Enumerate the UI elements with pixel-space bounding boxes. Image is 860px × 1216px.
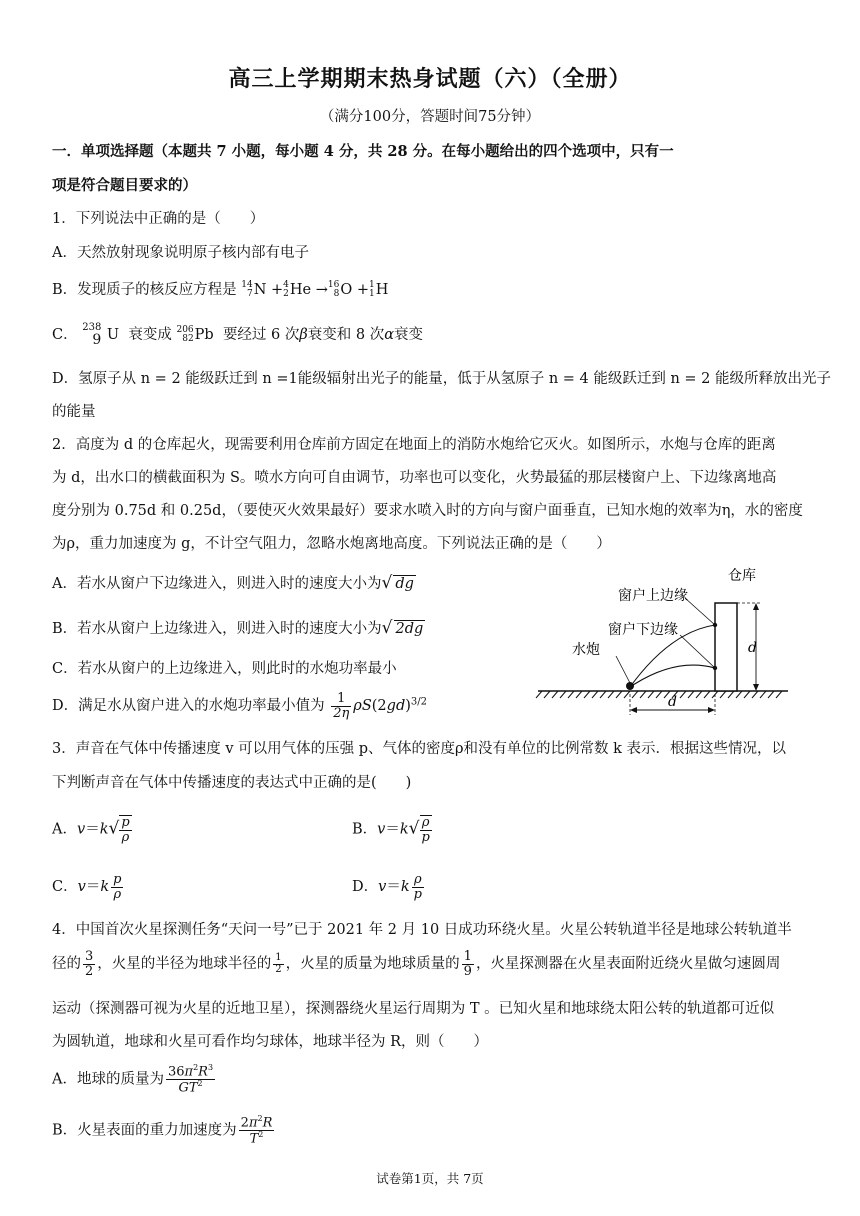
q4-stem-2: 径的 $\frac{3}{2}$ ，火星的半径为地球半径的 $\frac{1}{2}$ ，火星的质量为地球质量的 $\frac{1}{9}$ ，火星探测器在火星表面附近绕火星做匀速圆周 — [52, 949, 781, 979]
label-lower-edge: 窗户下边缘 — [608, 622, 678, 638]
q1-option-d-cont: 的能量 — [52, 404, 96, 420]
q3-c-label: C． — [52, 879, 78, 896]
q1-option-a: A．天然放射现象说明原子核内部有电子 — [52, 245, 309, 261]
q4-stem-4: 为圆轨道，地球和火星可看作均匀球体，地球半径为 R，则（ ） — [52, 1034, 489, 1050]
label-warehouse: 仓库 — [728, 568, 756, 584]
q4-a-text: A．地球的质量为 — [52, 1071, 164, 1088]
q4-stem-3: 运动（探测器可视为火星的近地卫星），探测器绕火星运行周期为 T 。已知火星和地球绕太阳公转的轨道都可近似 — [52, 1001, 775, 1017]
q2-d-text: D．满足水从窗户进入的水炮功率最小值为 — [52, 698, 325, 715]
alpha-symbol: α — [384, 327, 395, 343]
q1-c-label: C． — [52, 327, 78, 343]
page-footer: 试卷第1页，共 7页 — [376, 1171, 484, 1186]
q2-a-text: A．若水从窗户下边缘进入，则进入时的速度大小为 — [52, 576, 382, 592]
q2-option-b: B．若水从窗户上边缘进入，则进入时的速度大小为√ 2dg — [52, 618, 424, 638]
q1-b-equation: 14 7 N + 4 2 He → 16 8 O + 1 1 H — [241, 280, 389, 299]
q1-c-post2: 衰变和 8 次 — [307, 327, 385, 343]
q3-option-b: B．v＝k√ $\frac{\rho}{p}$ — [352, 815, 430, 845]
q1-c-post3: 衰变 — [394, 327, 424, 343]
q1-stem: 1．下列说法中正确的是（ ） — [52, 211, 265, 227]
q2-option-a: A．若水从窗户下边缘进入，则进入时的速度大小为√ dg — [52, 573, 414, 593]
q4-option-a: A．地球的质量为 $\frac{36\pi^2R^3}{GT^2}$ — [52, 1063, 214, 1096]
q1-c-post: 要经过 6 次 — [222, 327, 300, 343]
q4-b-text: B．火星表面的重力加速度为 — [52, 1122, 237, 1139]
q3-stem-2: 下判断声音在气体中传播速度的表达式中正确的是( ) — [52, 775, 412, 791]
page-subtitle: （满分100分，答题时间75分钟） — [319, 109, 541, 125]
q1-option-c: C． 238 9 U 衰变成 206 82 Pb 要经过 6 次β衰变和 8 次α衰变 — [52, 322, 424, 348]
q2-b-value: 2dg — [395, 621, 424, 637]
q3-stem-1: 3．声音在气体中传播速度 v 可以用气体的压强 p、气体的密度ρ和没有单位的比例常数 k 表示．根据这些情况，以 — [52, 741, 787, 757]
beta-symbol: β — [299, 327, 308, 343]
q1-option-d: D．氢原子从 n = 2 能级跃迁到 n =1能级辐射出光子的能量，低于从氢原子 n = 4 能级跃迁到 n = 2 能级所释放出光子 — [52, 371, 832, 387]
label-upper-edge: 窗户上边缘 — [618, 588, 688, 604]
q2-stem-3: 度分别为 0.75d 和 0.25d，（要使灭火效果最好）要求水喷入时的方向与窗户面垂直，已知水炮的效率为η，水的密度 — [52, 503, 803, 519]
q2-option-c: C．若水从窗户的上边缘进入，则此时的水炮功率最小 — [52, 661, 397, 677]
q2-stem-1: 2．高度为 d 的仓库起火，现需要利用仓库前方固定在地面上的消防水炮给它灭火。如图所示，水炮与仓库的距离 — [52, 437, 776, 453]
q1-c-mid: 衰变成 — [128, 327, 172, 343]
q2-b-text: B．若水从窗户上边缘进入，则进入时的速度大小为 — [52, 621, 382, 637]
warehouse-building — [715, 603, 737, 691]
page-title: 高三上学期期末热身试题（六）（全册） — [228, 66, 632, 92]
label-d-horizontal: d — [668, 694, 677, 710]
q3-a-label: A． — [52, 821, 77, 838]
warehouse-figure — [530, 560, 795, 725]
q4-l2-b: ，火星的半径为地球半径的 — [97, 956, 272, 973]
q4-l2-c: ，火星的质量为地球质量的 — [285, 956, 460, 973]
section-heading-cont: 项是符合题目要求的） — [52, 177, 197, 194]
q4-l2-d: ，火星探测器在火星表面附近绕火星做匀速圆周 — [475, 956, 781, 973]
q2-option-d: D．满足水从窗户进入的水炮功率最小值为 $\frac{1}{2\eta}$ $\rho S(2gd)^{3/2}$ — [52, 691, 427, 721]
q2-a-value: dg — [395, 576, 414, 592]
q2-stem-2: 为 d，出水口的横截面积为 S。喷水方向可自由调节，功率也可以变化，火势最猛的那层楼窗户上、下边缘离地高 — [52, 470, 777, 486]
label-d-vertical: d — [748, 640, 757, 656]
q4-option-b: B．火星表面的重力加速度为 $\frac{2\pi^2R}{T^2}$ — [52, 1114, 273, 1147]
label-cannon: 水炮 — [572, 642, 600, 658]
q3-option-d: D．v＝k $\frac{\rho}{p}$ — [352, 872, 422, 902]
q2-stem-4: 为ρ，重力加速度为 g，不计空气阻力，忽略水炮离地高度。下列说法正确的是（ ） — [52, 536, 611, 552]
water-cannon — [626, 682, 634, 690]
q4-l2-a: 径的 — [52, 956, 81, 973]
q3-b-label: B． — [352, 821, 378, 838]
q3-option-c: C．v＝k $\frac{p}{\rho}$ — [52, 872, 122, 902]
section-heading: 一．单项选择题（本题共 7 小题，每小题 4 分，共 28 分。在每小题给出的四个选项中，只有一 — [52, 143, 674, 160]
q3-d-label: D． — [352, 879, 379, 896]
q1-option-b — [52, 278, 812, 299]
q1-option-b-text: B．发现质子的核反应方程是 — [52, 282, 237, 298]
q3-option-a: A．v＝k√ $\frac{p}{\rho}$ — [52, 815, 130, 845]
q4-stem-1: 4．中国首次火星探测任务“天问一号”已于 2021 年 2 月 10 日成功环绕火星。火星公转轨道半径是地球公转轨道半 — [52, 922, 792, 938]
